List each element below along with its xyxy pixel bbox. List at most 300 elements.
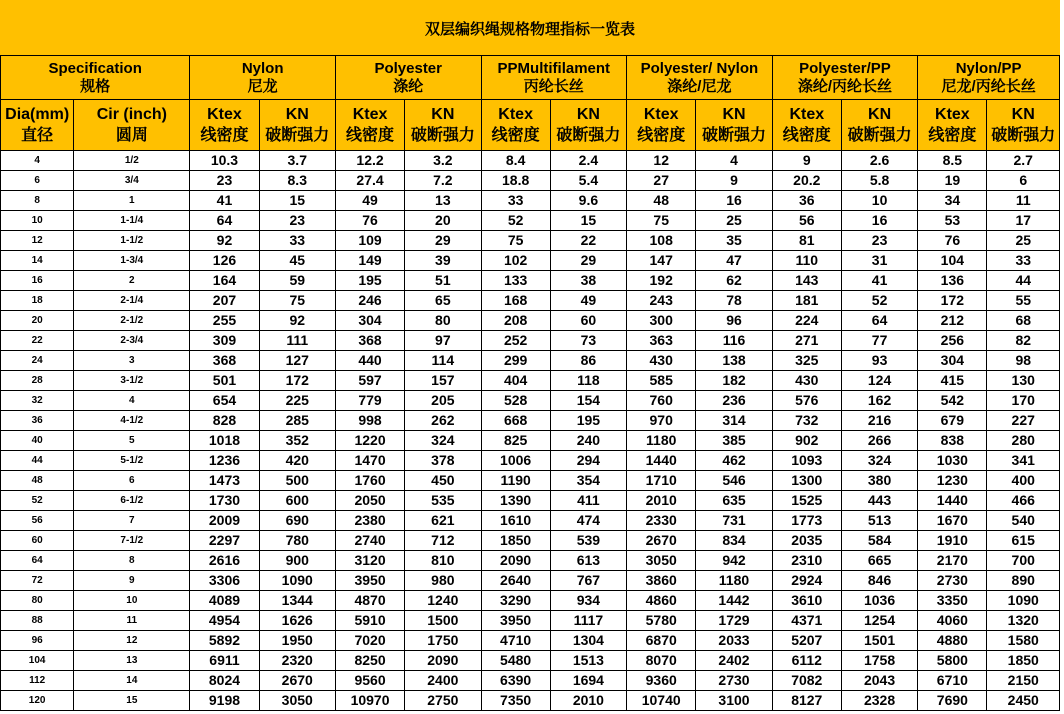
ktex-cell: 404 <box>481 371 550 391</box>
kn-cell: 1036 <box>841 591 917 611</box>
ktex-cell: 1773 <box>772 511 841 531</box>
ktex-cell: 10970 <box>335 691 404 711</box>
kn-cell: 86 <box>550 351 626 371</box>
ktex-cell: 902 <box>772 431 841 451</box>
kn-cell: 834 <box>696 531 772 551</box>
table-row <box>1 371 1060 391</box>
ktex-cell: 2924 <box>772 571 841 591</box>
ktex-cell: 4371 <box>772 611 841 631</box>
kn-cell: 49 <box>550 291 626 311</box>
cir-cell: 4-1/2 <box>74 411 190 431</box>
kn-en: KN <box>285 106 309 123</box>
ktex-en: Ktex <box>498 106 533 123</box>
ktex-cell: 825 <box>481 431 550 451</box>
cir-cell: 2-1/2 <box>74 311 190 331</box>
ktex-cell: 2730 <box>918 571 987 591</box>
kn-cell: 64 <box>841 311 917 331</box>
kn-cell: 20 <box>405 211 481 231</box>
cir-cell: 15 <box>74 691 190 711</box>
kn-cell: 195 <box>550 411 626 431</box>
kn-cell: 500 <box>259 471 335 491</box>
table-row <box>1 491 1060 511</box>
kn-cell: 62 <box>696 271 772 291</box>
ktex-cell: 5910 <box>335 611 404 631</box>
ktex-cell: 1300 <box>772 471 841 491</box>
table-row <box>1 191 1060 211</box>
kn-zh: 破断强力 <box>265 127 330 144</box>
ktex-cell: 1910 <box>918 531 987 551</box>
ktex-zh: 线密度 <box>782 127 831 144</box>
table-row <box>1 171 1060 191</box>
ktex-cell: 2170 <box>918 551 987 571</box>
group-en: Nylon/PP <box>955 59 1022 77</box>
ktex-cell: 5480 <box>481 651 550 671</box>
dia-cell: 72 <box>1 571 74 591</box>
kn-cell: 462 <box>696 451 772 471</box>
kn-zh: 破断强力 <box>556 127 621 144</box>
kn-cell: 124 <box>841 371 917 391</box>
ktex-cell: 5780 <box>627 611 696 631</box>
ktex-cell: 33 <box>481 191 550 211</box>
kn-cell: 294 <box>550 451 626 471</box>
ktex-cell: 654 <box>190 391 259 411</box>
kn-cell: 1254 <box>841 611 917 631</box>
ktex-cell: 149 <box>335 251 404 271</box>
ktex-cell: 92 <box>190 231 259 251</box>
ktex-cell: 6911 <box>190 651 259 671</box>
ktex-cell: 18.8 <box>481 171 550 191</box>
kn-cell: 4 <box>696 151 772 171</box>
cir-cell: 6-1/2 <box>74 491 190 511</box>
kn-header <box>259 100 335 151</box>
ktex-cell: 8.4 <box>481 151 550 171</box>
ktex-cell: 9360 <box>627 671 696 691</box>
kn-cell: 93 <box>841 351 917 371</box>
kn-cell: 29 <box>405 231 481 251</box>
kn-cell: 780 <box>259 531 335 551</box>
ktex-cell: 7082 <box>772 671 841 691</box>
kn-cell: 400 <box>987 471 1060 491</box>
kn-cell: 92 <box>259 311 335 331</box>
ktex-cell: 1093 <box>772 451 841 471</box>
ktex-cell: 52 <box>481 211 550 231</box>
dia-cell: 32 <box>1 391 74 411</box>
ktex-cell: 109 <box>335 231 404 251</box>
kn-cell: 65 <box>405 291 481 311</box>
table-row <box>1 211 1060 231</box>
ktex-cell: 48 <box>627 191 696 211</box>
kn-cell: 23 <box>841 231 917 251</box>
ktex-cell: 64 <box>190 211 259 231</box>
kn-cell: 546 <box>696 471 772 491</box>
ktex-cell: 1730 <box>190 491 259 511</box>
kn-cell: 600 <box>259 491 335 511</box>
ktex-cell: 430 <box>627 351 696 371</box>
kn-header <box>841 100 917 151</box>
cir-cell: 3 <box>74 351 190 371</box>
kn-cell: 2.7 <box>987 151 1060 171</box>
kn-cell: 2010 <box>550 691 626 711</box>
dia-cell: 56 <box>1 511 74 531</box>
ktex-cell: 252 <box>481 331 550 351</box>
ktex-cell: 8127 <box>772 691 841 711</box>
group-zh: 涤纶/尼龙 <box>667 77 732 95</box>
kn-en: KN <box>722 106 746 123</box>
ktex-cell: 49 <box>335 191 404 211</box>
ktex-cell: 1525 <box>772 491 841 511</box>
kn-cell: 138 <box>696 351 772 371</box>
ktex-zh: 线密度 <box>928 127 977 144</box>
ktex-cell: 8024 <box>190 671 259 691</box>
kn-cell: 5.4 <box>550 171 626 191</box>
table-row <box>1 151 1060 171</box>
kn-cell: 3050 <box>259 691 335 711</box>
ktex-header <box>335 100 404 151</box>
table-row <box>1 471 1060 491</box>
ktex-cell: 542 <box>918 391 987 411</box>
dia-cell: 112 <box>1 671 74 691</box>
kn-cell: 2150 <box>987 671 1060 691</box>
kn-cell: 1090 <box>987 591 1060 611</box>
ktex-cell: 299 <box>481 351 550 371</box>
kn-cell: 341 <box>987 451 1060 471</box>
kn-cell: 22 <box>550 231 626 251</box>
ktex-cell: 8250 <box>335 651 404 671</box>
dia-cell: 88 <box>1 611 74 631</box>
kn-zh: 破断强力 <box>991 127 1056 144</box>
kn-cell: 9.6 <box>550 191 626 211</box>
kn-cell: 1501 <box>841 631 917 651</box>
ktex-cell: 2380 <box>335 511 404 531</box>
dia-cell: 48 <box>1 471 74 491</box>
kn-cell: 513 <box>841 511 917 531</box>
kn-cell: 172 <box>259 371 335 391</box>
ktex-cell: 7690 <box>918 691 987 711</box>
ktex-cell: 576 <box>772 391 841 411</box>
kn-cell: 690 <box>259 511 335 531</box>
kn-cell: 225 <box>259 391 335 411</box>
ktex-cell: 5207 <box>772 631 841 651</box>
kn-cell: 29 <box>550 251 626 271</box>
kn-cell: 2090 <box>405 651 481 671</box>
ktex-cell: 143 <box>772 271 841 291</box>
kn-cell: 45 <box>259 251 335 271</box>
cir-cell: 7 <box>74 511 190 531</box>
ktex-cell: 81 <box>772 231 841 251</box>
spec-header <box>1 56 190 100</box>
kn-cell: 411 <box>550 491 626 511</box>
kn-cell: 378 <box>405 451 481 471</box>
kn-cell: 767 <box>550 571 626 591</box>
group-zh: 涤纶/丙纶长丝 <box>797 77 893 95</box>
ktex-en: Ktex <box>935 106 970 123</box>
kn-cell: 3.2 <box>405 151 481 171</box>
cir-cell: 5-1/2 <box>74 451 190 471</box>
kn-cell: 227 <box>987 411 1060 431</box>
kn-cell: 23 <box>259 211 335 231</box>
ktex-cell: 3350 <box>918 591 987 611</box>
kn-cell: 3100 <box>696 691 772 711</box>
ktex-cell: 208 <box>481 311 550 331</box>
kn-cell: 60 <box>550 311 626 331</box>
kn-cell: 25 <box>987 231 1060 251</box>
dia-cell: 120 <box>1 691 74 711</box>
ktex-cell: 224 <box>772 311 841 331</box>
ktex-cell: 133 <box>481 271 550 291</box>
ktex-zh: 线密度 <box>346 127 395 144</box>
kn-cell: 1090 <box>259 571 335 591</box>
kn-cell: 1626 <box>259 611 335 631</box>
ktex-cell: 6870 <box>627 631 696 651</box>
kn-cell: 615 <box>987 531 1060 551</box>
kn-en: KN <box>1011 106 1035 123</box>
ktex-cell: 6112 <box>772 651 841 671</box>
kn-cell: 354 <box>550 471 626 491</box>
ktex-cell: 1190 <box>481 471 550 491</box>
kn-cell: 44 <box>987 271 1060 291</box>
kn-cell: 314 <box>696 411 772 431</box>
cir-cell: 2-1/4 <box>74 291 190 311</box>
kn-cell: 2670 <box>259 671 335 691</box>
ktex-cell: 2010 <box>627 491 696 511</box>
spec-header-zh: 规格 <box>80 77 111 95</box>
kn-header <box>987 100 1060 151</box>
dia-cell: 14 <box>1 251 74 271</box>
kn-cell: 700 <box>987 551 1060 571</box>
ktex-cell: 1473 <box>190 471 259 491</box>
kn-cell: 890 <box>987 571 1060 591</box>
ktex-cell: 2035 <box>772 531 841 551</box>
kn-zh: 破断强力 <box>847 127 912 144</box>
kn-cell: 127 <box>259 351 335 371</box>
ktex-cell: 1390 <box>481 491 550 511</box>
ktex-cell: 3950 <box>481 611 550 631</box>
table-row <box>1 511 1060 531</box>
ktex-cell: 4860 <box>627 591 696 611</box>
ktex-cell: 1236 <box>190 451 259 471</box>
kn-cell: 1758 <box>841 651 917 671</box>
dia-cell: 12 <box>1 231 74 251</box>
dia-cell: 44 <box>1 451 74 471</box>
ktex-cell: 668 <box>481 411 550 431</box>
ktex-cell: 10740 <box>627 691 696 711</box>
ktex-cell: 255 <box>190 311 259 331</box>
kn-cell: 59 <box>259 271 335 291</box>
kn-cell: 16 <box>696 191 772 211</box>
ktex-cell: 4089 <box>190 591 259 611</box>
table-row <box>1 391 1060 411</box>
ktex-cell: 271 <box>772 331 841 351</box>
kn-cell: 635 <box>696 491 772 511</box>
ktex-zh: 线密度 <box>491 127 540 144</box>
cir-cell: 1-1/2 <box>74 231 190 251</box>
table-row <box>1 671 1060 691</box>
kn-cell: 2043 <box>841 671 917 691</box>
kn-cell: 47 <box>696 251 772 271</box>
kn-cell: 15 <box>550 211 626 231</box>
kn-cell: 2402 <box>696 651 772 671</box>
table-row <box>1 451 1060 471</box>
kn-cell: 35 <box>696 231 772 251</box>
kn-cell: 2328 <box>841 691 917 711</box>
ktex-cell: 41 <box>190 191 259 211</box>
ktex-en: Ktex <box>789 106 825 123</box>
ktex-cell: 36 <box>772 191 841 211</box>
table-row <box>1 531 1060 551</box>
dia-cell: 4 <box>1 151 74 171</box>
ktex-cell: 325 <box>772 351 841 371</box>
ktex-cell: 243 <box>627 291 696 311</box>
kn-cell: 114 <box>405 351 481 371</box>
kn-cell: 324 <box>405 431 481 451</box>
kn-cell: 846 <box>841 571 917 591</box>
ktex-cell: 368 <box>335 331 404 351</box>
kn-cell: 621 <box>405 511 481 531</box>
kn-cell: 170 <box>987 391 1060 411</box>
ktex-cell: 970 <box>627 411 696 431</box>
ktex-cell: 76 <box>335 211 404 231</box>
dia-cell: 28 <box>1 371 74 391</box>
ktex-cell: 246 <box>335 291 404 311</box>
ktex-cell: 102 <box>481 251 550 271</box>
group-header-pp-multifilament <box>481 56 627 100</box>
kn-cell: 535 <box>405 491 481 511</box>
kn-cell: 236 <box>696 391 772 411</box>
kn-cell: 266 <box>841 431 917 451</box>
kn-cell: 1950 <box>259 631 335 651</box>
ktex-cell: 9198 <box>190 691 259 711</box>
dia-cell: 64 <box>1 551 74 571</box>
dia-cell: 80 <box>1 591 74 611</box>
ktex-cell: 3610 <box>772 591 841 611</box>
dia-header-en: Dia(mm) <box>5 106 70 123</box>
ktex-cell: 256 <box>918 331 987 351</box>
kn-cell: 68 <box>987 311 1060 331</box>
ktex-cell: 309 <box>190 331 259 351</box>
kn-cell: 55 <box>987 291 1060 311</box>
kn-cell: 98 <box>987 351 1060 371</box>
kn-cell: 9 <box>696 171 772 191</box>
table-row <box>1 311 1060 331</box>
kn-cell: 31 <box>841 251 917 271</box>
kn-cell: 2750 <box>405 691 481 711</box>
ktex-header <box>481 100 550 151</box>
kn-cell: 942 <box>696 551 772 571</box>
dia-cell: 10 <box>1 211 74 231</box>
kn-cell: 466 <box>987 491 1060 511</box>
ktex-cell: 34 <box>918 191 987 211</box>
cir-cell: 9 <box>74 571 190 591</box>
ktex-cell: 9 <box>772 151 841 171</box>
ktex-cell: 2640 <box>481 571 550 591</box>
ktex-cell: 6710 <box>918 671 987 691</box>
kn-cell: 52 <box>841 291 917 311</box>
ktex-cell: 6390 <box>481 671 550 691</box>
group-header-polyester <box>335 56 481 100</box>
table-row <box>1 411 1060 431</box>
cir-cell: 1-3/4 <box>74 251 190 271</box>
kn-cell: 33 <box>987 251 1060 271</box>
kn-cell: 1240 <box>405 591 481 611</box>
dia-cell: 36 <box>1 411 74 431</box>
kn-cell: 352 <box>259 431 335 451</box>
kn-cell: 540 <box>987 511 1060 531</box>
kn-cell: 810 <box>405 551 481 571</box>
ktex-cell: 760 <box>627 391 696 411</box>
ktex-cell: 501 <box>190 371 259 391</box>
cir-cell: 14 <box>74 671 190 691</box>
ktex-cell: 1220 <box>335 431 404 451</box>
cir-cell: 12 <box>74 631 190 651</box>
group-en: Polyester/PP <box>799 59 891 77</box>
cir-cell: 2 <box>74 271 190 291</box>
ktex-header <box>772 100 841 151</box>
kn-cell: 380 <box>841 471 917 491</box>
ktex-cell: 8.5 <box>918 151 987 171</box>
ktex-cell: 9560 <box>335 671 404 691</box>
kn-cell: 51 <box>405 271 481 291</box>
group-en: Polyester/ Nylon <box>640 59 759 77</box>
ktex-cell: 207 <box>190 291 259 311</box>
table-row <box>1 251 1060 271</box>
cir-cell: 13 <box>74 651 190 671</box>
ktex-cell: 2297 <box>190 531 259 551</box>
kn-cell: 38 <box>550 271 626 291</box>
group-en: PPMultifilament <box>497 59 611 77</box>
ktex-cell: 363 <box>627 331 696 351</box>
ktex-cell: 147 <box>627 251 696 271</box>
ktex-zh: 线密度 <box>200 127 249 144</box>
kn-cell: 205 <box>405 391 481 411</box>
title-row <box>1 1 1060 56</box>
kn-cell: 474 <box>550 511 626 531</box>
kn-cell: 262 <box>405 411 481 431</box>
ktex-cell: 998 <box>335 411 404 431</box>
ktex-cell: 3860 <box>627 571 696 591</box>
group-zh: 丙纶长丝 <box>523 77 584 95</box>
table-row <box>1 631 1060 651</box>
kn-cell: 385 <box>696 431 772 451</box>
table-row <box>1 351 1060 371</box>
ktex-cell: 528 <box>481 391 550 411</box>
cir-cell: 1-1/4 <box>74 211 190 231</box>
group-en: Polyester <box>374 59 442 77</box>
kn-cell: 6 <box>987 171 1060 191</box>
ktex-cell: 1850 <box>481 531 550 551</box>
kn-cell: 78 <box>696 291 772 311</box>
ktex-cell: 4880 <box>918 631 987 651</box>
cir-cell: 5 <box>74 431 190 451</box>
table-row <box>1 231 1060 251</box>
kn-cell: 665 <box>841 551 917 571</box>
ktex-cell: 430 <box>772 371 841 391</box>
ktex-header <box>190 100 259 151</box>
kn-cell: 77 <box>841 331 917 351</box>
ktex-cell: 3050 <box>627 551 696 571</box>
ktex-cell: 172 <box>918 291 987 311</box>
kn-cell: 1850 <box>987 651 1060 671</box>
kn-cell: 216 <box>841 411 917 431</box>
kn-cell: 7.2 <box>405 171 481 191</box>
cir-cell: 10 <box>74 591 190 611</box>
kn-cell: 443 <box>841 491 917 511</box>
kn-cell: 96 <box>696 311 772 331</box>
cir-cell: 1 <box>74 191 190 211</box>
ktex-cell: 597 <box>335 371 404 391</box>
ktex-header <box>918 100 987 151</box>
kn-cell: 82 <box>987 331 1060 351</box>
cir-cell: 8 <box>74 551 190 571</box>
